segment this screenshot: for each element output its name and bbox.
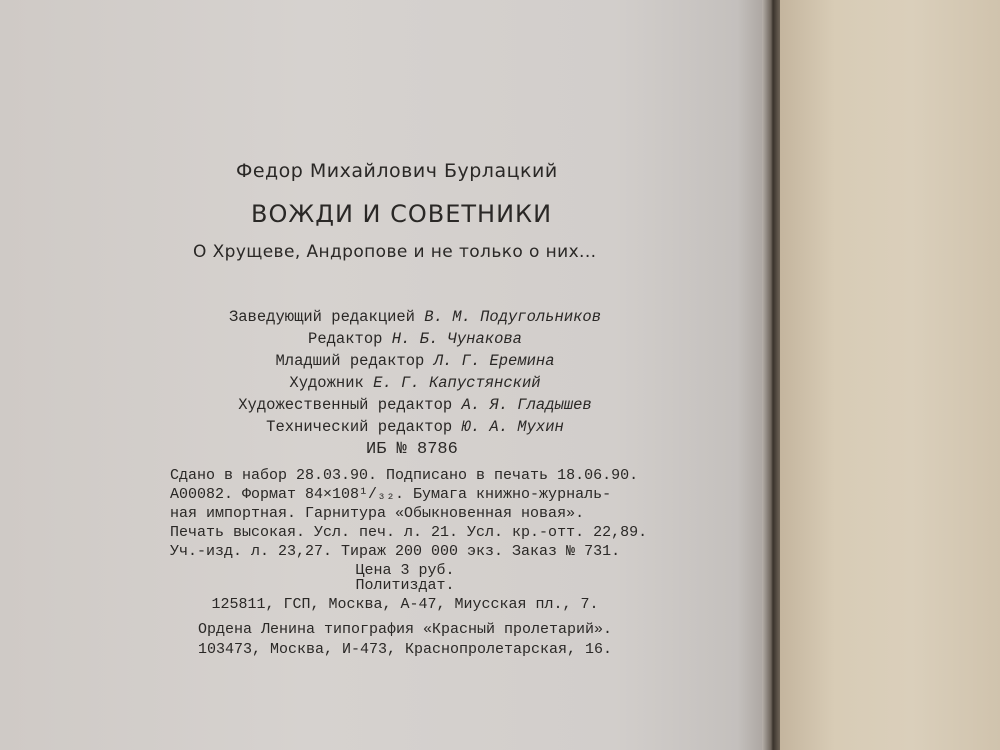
credit-role: Младший редактор [275, 352, 425, 370]
publisher-address: 125811, ГСП, Москва, А-47, Миусская пл., 7. [211, 596, 599, 613]
credits-block [190, 306, 640, 438]
publisher-name: Политиздат. [355, 577, 455, 594]
credit-role: Технический редактор [266, 418, 453, 436]
credit-role: Художественный редактор [238, 396, 453, 414]
book-title: ВОЖДИ И СОВЕТНИКИ [251, 200, 553, 228]
publisher-block [170, 576, 640, 614]
book-subtitle: О Хрущеве, Андропове и не только о них... [193, 242, 597, 262]
imprint-line: Печать высокая. Усл. печ. л. 21. Усл. кр.-отт. 22,89. [170, 524, 648, 541]
credit-line [190, 416, 640, 438]
author-name: Федор Михайлович Бурлацкий [236, 160, 558, 182]
printer-name: Ордена Ленина типография «Красный пролетарий». [197, 621, 613, 638]
printer-block [170, 620, 640, 660]
credit-role: Редактор [308, 330, 383, 348]
imprint-line: Уч.-изд. л. 23,27. Тираж 200 000 экз. Заказ № 731. [170, 543, 621, 560]
credit-person: Л. Г. Еремина [433, 352, 555, 370]
price: Цена 3 руб. [355, 562, 455, 579]
imprint-line: Сдано в набор 28.03.90. Подписано в печать 18.06.90. [170, 467, 639, 484]
credit-person: Ю. А. Мухин [461, 418, 564, 436]
credit-line [190, 306, 640, 328]
book-gutter [762, 0, 782, 750]
ib-number: ИБ № 8786 [366, 440, 458, 459]
imprint-block [170, 466, 647, 580]
credit-line [190, 350, 640, 372]
credit-role: Художник [289, 374, 364, 392]
credit-line [190, 394, 640, 416]
credit-line [190, 328, 640, 350]
credit-role: Заведующий редакцией [228, 308, 415, 326]
printer-address: 103473, Москва, И-473, Краснопролетарская, 16. [197, 641, 613, 658]
credit-person: А. Я. Гладышев [461, 396, 592, 414]
facing-page [780, 0, 1000, 750]
credit-person: В. М. Подугольников [424, 308, 602, 326]
credit-line [190, 372, 640, 394]
credit-person: Е. Г. Капустянский [373, 374, 541, 392]
imprint-line: А00082. Формат 84×108¹/₃₂. Бумага книжно-журналь- [170, 486, 612, 503]
imprint-line: ная импортная. Гарнитура «Обыкновенная новая». [170, 505, 585, 522]
credit-person: Н. Б. Чунакова [391, 330, 522, 348]
